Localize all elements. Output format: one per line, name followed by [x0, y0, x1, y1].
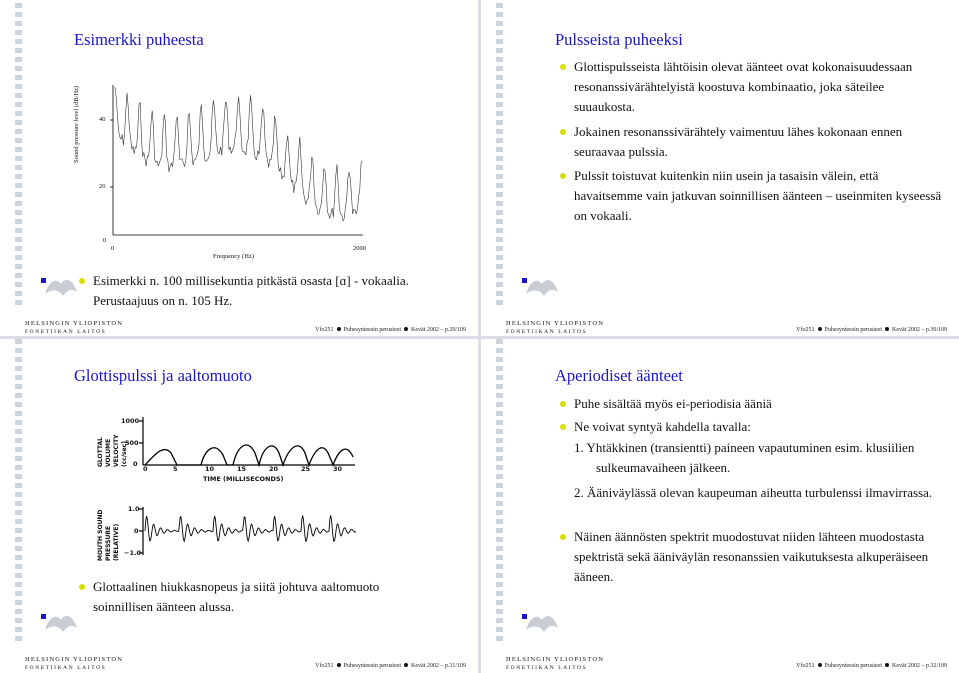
footer-dot [337, 327, 341, 331]
bullet: Glottispulsseista lähtöisin olevat äänteet ovat kokonaisuudessaan resonanssivärähtelyistä koostuva kombinaatio, joka säteilee suuaukosta. [574, 57, 944, 117]
bottom-y-tick-0: 0 [134, 527, 139, 535]
slide-footer [484, 652, 955, 672]
slide-30 [484, 3, 955, 336]
slide-title: Pulsseista puheeksi [555, 30, 683, 49]
bullet: Jokainen resonanssivärähtely vaimentuu lähes kokonaan ennen seuraavaa pulssia. [574, 122, 944, 162]
y-tick-20: 20 [99, 183, 106, 190]
footer-course: Vfo251 [796, 663, 815, 669]
bullet: Ne voivat syntyä kahdella tavalla: [574, 417, 944, 437]
slide-29 [3, 3, 474, 336]
footer-dot [404, 663, 408, 667]
slide-32 [484, 339, 955, 672]
slide-title: Glottispulssi ja aaltomuoto [74, 366, 252, 385]
top-x-label: TIME (MILLISECONDS) [203, 475, 284, 483]
x-tick: 0 [143, 465, 148, 473]
footer-term: Kevät 2002 [411, 663, 439, 669]
footer-course-title: Puhesynteesin perusteet [824, 663, 882, 669]
footer-term: Kevät 2002 [892, 663, 920, 669]
bullet: Pulssit toistuvat kuitenkin niin usein ja tasaisin välein, että havaitsemme vain jatkuvan soinnillisen äänteen – useinmiten kyseessä on vokaali. [574, 166, 944, 226]
university-logo [522, 610, 562, 638]
footer-info: Vfo251 Puhesynteesin perusteet Kevät 2002 – p.29/109 [315, 327, 466, 333]
footer-page: p.32/109 [925, 663, 947, 669]
y-tick-40: 40 [99, 116, 106, 123]
footer-course-title: Puhesynteesin perusteet [343, 327, 401, 333]
footer-course-title: Puhesynteesin perusteet [824, 327, 882, 333]
slide-footer [3, 316, 474, 336]
glottal-pulse-trace [145, 445, 353, 465]
x-tick-0: 0 [111, 245, 115, 252]
slide-title: Aperiodiset äänteet [555, 366, 683, 385]
footer-dot [404, 327, 408, 331]
slide-31 [3, 339, 474, 672]
bullet: Näinen äännösten spektrit muodostuvat niiden lähteen muodostasta spektristä sekä ääniväylän resonanssien vaikutuksesta alkuperäiseen ääneen. [574, 527, 944, 587]
footer-course: Vfo251 [796, 327, 815, 333]
top-y-tick-500: 500 [125, 439, 139, 447]
top-y-tick-1000: 1000 [121, 417, 140, 425]
footer-dot [885, 327, 889, 331]
numbered-item-1: 1. Yhtäkkinen (transientti) paineen vapautuminen esim. klusiilien sulkeumavaiheen jälkeen. [574, 440, 915, 475]
pressure-waveform [145, 515, 356, 541]
footer-university: HELSINGIN YLIOPISTON [506, 320, 605, 327]
footer-page: p.31/109 [444, 663, 466, 669]
x-tick: 25 [301, 465, 311, 473]
bottom-y-tick-1: 1.0 [128, 505, 140, 513]
university-logo [41, 610, 81, 638]
spectrum-chart [81, 73, 381, 263]
slide-left-bar [496, 3, 506, 336]
footer-department: FONETIIKAN LAITOS [506, 329, 588, 335]
footer-dot [885, 663, 889, 667]
footer-info: Vfo251 Puhesynteesin perusteet Kevät 2002 – p.32/109 [796, 663, 947, 669]
x-tick-2000: 2000 [353, 245, 366, 252]
footer-department: FONETIIKAN LAITOS [25, 665, 107, 671]
footer-info: Vfo251 Puhesynteesin perusteet Kevät 2002 – p.30/109 [796, 327, 947, 333]
bottom-y-tick-neg1: −1.0 [124, 549, 141, 557]
spectrum-trace [115, 87, 362, 221]
bottom-y-label: MOUTH SOUND PRESSURE (RELATIVE) [97, 509, 120, 561]
footer-course: Vfo251 [315, 327, 334, 333]
footer-term: Kevät 2002 [892, 327, 920, 333]
university-logo [41, 274, 81, 302]
x-axis-label: Frequency (Hz) [213, 253, 254, 260]
footer-course-title: Puhesynteesin perusteet [343, 663, 401, 669]
x-tick: 30 [333, 465, 343, 473]
numbered-item-2: 2. Ääniväylässä olevan kaupeuman aiheutta turbulenssi ilmavirrassa. [574, 485, 933, 500]
top-y-tick-0: 0 [133, 460, 138, 468]
footer-page: p.29/109 [444, 327, 466, 333]
slide-footer [484, 316, 955, 336]
footer-info: Vfo251 Puhesynteesin perusteet Kevät 2002 – p.31/109 [315, 663, 466, 669]
footer-department: FONETIIKAN LAITOS [25, 329, 107, 335]
footer-page: p.30/109 [925, 327, 947, 333]
footer-university: HELSINGIN YLIOPISTON [506, 656, 605, 663]
y-axis-label: Sound pressure level (dB/Hz) [73, 85, 80, 163]
slide-footer [3, 652, 474, 672]
x-tick: 10 [205, 465, 215, 473]
footer-dot [818, 327, 822, 331]
x-tick: 20 [269, 465, 279, 473]
top-y-label: GLOTTAL VOLUME VELOCITY (cc/sec) [97, 434, 128, 467]
slide-left-bar [496, 339, 506, 672]
y-tick-0: 0 [103, 237, 107, 244]
slide-title: Esimerkki puheesta [74, 30, 204, 49]
university-logo [522, 274, 562, 302]
footer-department: FONETIIKAN LAITOS [506, 665, 588, 671]
bullet: Glottaalinen hiukkasnopeus ja siitä johtuva aaltomuoto soinnillisen äänteen alussa. [93, 577, 413, 617]
footer-term: Kevät 2002 [411, 327, 439, 333]
footer-dot [818, 663, 822, 667]
x-tick: 15 [237, 465, 247, 473]
footer-dot [337, 663, 341, 667]
bullet: Puhe sisältää myös ei-periodisia ääniä [574, 394, 944, 414]
footer-university: HELSINGIN YLIOPISTON [25, 320, 124, 327]
x-tick: 5 [173, 465, 178, 473]
slide-left-bar [15, 339, 25, 672]
slide-left-bar [15, 3, 25, 336]
footer-course: Vfo251 [315, 663, 334, 669]
footer-university: HELSINGIN YLIOPISTON [25, 656, 124, 663]
bullet: Esimerkki n. 100 millisekuntia pitkästä osasta [ɑ] - vokaalia. Perustaajuus on n. 105 Hz. [93, 271, 413, 311]
